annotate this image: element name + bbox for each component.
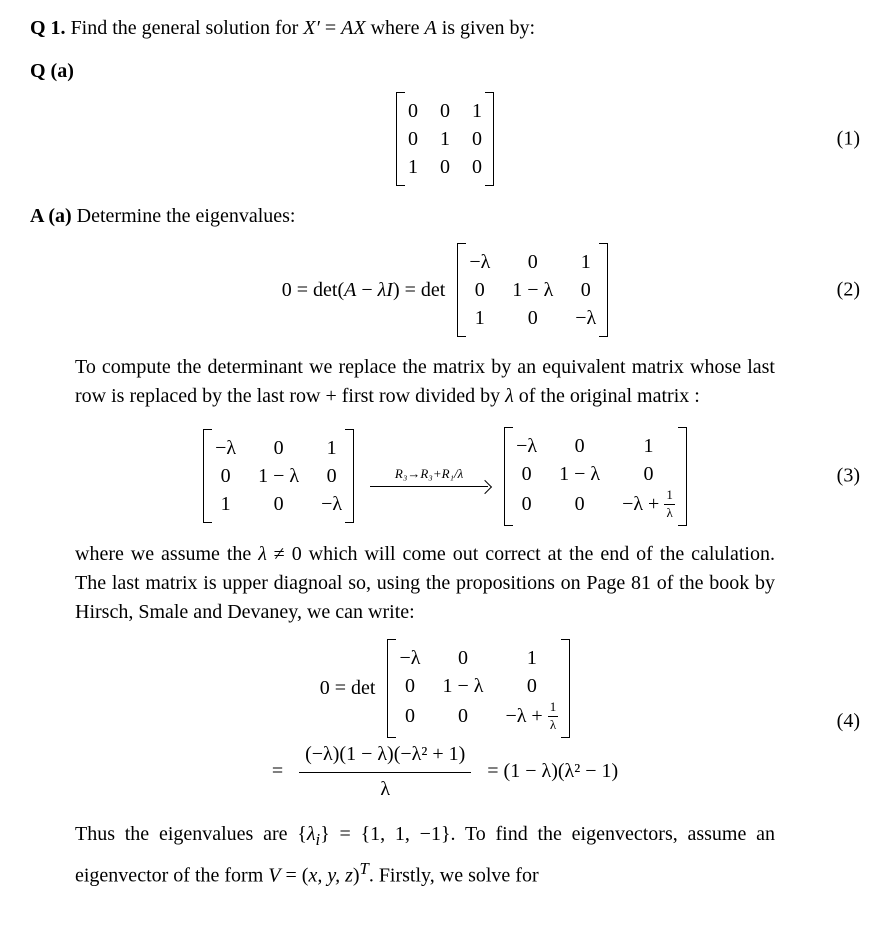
math-a: A — [344, 278, 357, 301]
matrix-cell: 1 − λ — [512, 279, 554, 301]
matrix-cell: 0 — [273, 493, 284, 516]
equation-4-rhs: = (1 − λ)(λ² − 1) — [487, 760, 619, 783]
minus-sign: − — [356, 278, 378, 301]
matrix-cell: 0 — [408, 128, 418, 150]
matrix-cell: 0 — [574, 493, 585, 516]
matrix-cell: 0 — [526, 674, 537, 697]
matrix-cell: 0 — [273, 437, 284, 460]
question-1-text: Find the general solution for — [65, 17, 304, 39]
equation-number: (4) — [836, 709, 860, 732]
row-operation-label: R₃→R₃+R₁/λ — [394, 466, 464, 482]
matrix-cell: 1 − λ — [442, 674, 484, 697]
equation-4-line1 — [30, 639, 860, 738]
matrix-cell — [505, 700, 558, 733]
paragraph-text-4: ) — [352, 864, 360, 887]
matrix-cell: 0 — [472, 128, 482, 150]
question-1-text-3: is given by: — [436, 17, 536, 39]
display-fraction — [299, 740, 471, 804]
equation-4-line2 — [30, 740, 860, 804]
matrix-cell: −λ — [516, 435, 538, 457]
math-v: V — [268, 864, 281, 887]
det-expression: 0 = det( — [281, 278, 345, 301]
question-a-label: Q (a) — [30, 60, 74, 82]
equals-sign: = — [319, 17, 342, 39]
matrix-cell: −λ — [469, 251, 491, 273]
answer-a-heading — [30, 202, 860, 231]
matrix-cell: 0 — [404, 674, 415, 697]
paragraph-text: where we assume the — [75, 542, 259, 565]
matrix-cell: 1 − λ — [559, 463, 601, 485]
cell-term: −λ + — [622, 493, 660, 516]
matrix-before-row-op — [203, 429, 354, 523]
question-1-heading — [30, 14, 860, 43]
paragraph-text-2: ≠ 0 which will come out correct at the end of the calulation. The last matrix is upper diagnoal so, using the propositions on Page 81 of the book by Hirsch, Smale and Devaney, we can write: — [75, 542, 775, 623]
math-ax: AX — [341, 17, 366, 39]
matrix-cell: −λ — [321, 493, 343, 516]
upper-diagonal-matrix — [387, 639, 570, 738]
paragraph-text: To compute the determinant we replace the matrix by an equivalent matrix whose last row is replaced by the last row + first row divided by — [75, 356, 775, 407]
math-lambda-i: λI — [377, 278, 393, 301]
matrix-cell: 0 — [326, 465, 337, 488]
matrix-cell: 0 — [457, 646, 468, 669]
matrix-cell: 0 — [404, 705, 415, 728]
matrix-cell: 1 — [643, 435, 654, 457]
matrix-cell: 1 — [526, 646, 537, 669]
matrix-cell: 1 − λ — [258, 465, 300, 488]
matrix-cell: 1 — [580, 251, 591, 273]
equation-number: (2) — [836, 278, 860, 301]
fraction-numerator: (−λ)(1 − λ)(−λ² + 1) — [299, 740, 471, 773]
math-x-prime: X′ — [303, 17, 320, 39]
equation-2 — [30, 243, 860, 337]
matrix-cell: 0 — [574, 435, 585, 457]
paragraph-text-2: of the original matrix : — [513, 385, 700, 407]
paragraph-assumption — [75, 540, 775, 627]
answer-a-text: Determine the eigenvalues: — [71, 205, 296, 227]
math-lambda: λ — [306, 822, 316, 845]
math-lambda: λ — [505, 385, 514, 407]
matrix-cell: 0 — [474, 279, 485, 301]
matrix-cell: 1 — [326, 437, 337, 460]
fraction-denominator: λ — [549, 716, 557, 732]
matrix-cell — [622, 488, 675, 521]
matrix-cell: 0 — [220, 465, 231, 488]
cell-term: −λ + — [505, 705, 543, 728]
equation-number: (1) — [836, 127, 860, 150]
matrix-a — [396, 92, 494, 186]
subscript-i: i — [315, 829, 321, 849]
math-a: A — [424, 17, 437, 39]
fraction-denominator: λ — [380, 777, 391, 800]
row-operation-arrow — [370, 466, 488, 487]
matrix-cell: 0 — [580, 279, 591, 301]
matrix-cell: 1 — [474, 307, 485, 329]
matrix-cell: 0 — [408, 100, 418, 122]
inline-fraction — [548, 700, 559, 733]
question-1-label: Q 1. — [30, 17, 66, 39]
matrix-cell: 0 — [527, 251, 538, 273]
paragraph-text-2: } = {1, 1, −1}. To find the eigenvectors, assume an eigenvector of the form — [75, 822, 775, 887]
matrix-cell: 1 — [408, 156, 418, 178]
matrix-cell: −λ — [575, 307, 597, 329]
matrix-cell: 0 — [643, 463, 654, 485]
equation-4-lhs: 0 = det — [319, 676, 376, 699]
equals-sign: = — [271, 760, 284, 783]
equation-3 — [30, 427, 860, 526]
inline-fraction — [664, 488, 675, 521]
question-1-text-2: where — [365, 17, 425, 39]
paragraph-text-3: = ( — [280, 864, 309, 887]
equation-2-lhs — [282, 276, 446, 305]
matrix-after-row-op — [504, 427, 687, 526]
fraction-numerator: 1 — [664, 488, 675, 505]
matrix-cell: −λ — [215, 437, 237, 460]
matrix-cell: 0 — [457, 705, 468, 728]
matrix-cell: 0 — [521, 463, 532, 485]
matrix-cell: 1 — [472, 100, 482, 122]
matrix-cell: 0 — [472, 156, 482, 178]
math-xyz: x, y, z — [308, 864, 353, 887]
math-lambda: λ — [258, 542, 267, 565]
fraction-denominator: λ — [666, 504, 673, 520]
matrix-cell: 0 — [440, 156, 450, 178]
right-arrow-icon — [370, 486, 488, 487]
matrix-cell: 0 — [521, 493, 532, 516]
matrix-cell: 0 — [527, 307, 538, 329]
equation-number: (3) — [836, 464, 860, 487]
det-expression-2: ) = det — [392, 278, 446, 301]
paragraph-eigenvalues-result — [75, 820, 775, 891]
paragraph-text-5: . Firstly, we solve for — [368, 864, 539, 887]
superscript-t: T — [359, 858, 369, 878]
matrix-cell: 1 — [220, 493, 231, 516]
matrix-cell: −λ — [399, 646, 421, 669]
paragraph-text: Thus the eigenvalues are { — [75, 822, 307, 845]
fraction-numerator: 1 — [548, 700, 559, 717]
equation-1 — [30, 92, 860, 186]
matrix-cell: 1 — [440, 128, 450, 150]
matrix-a-minus-lambda-i — [457, 243, 608, 337]
paragraph-determinant-explanation — [75, 353, 775, 411]
answer-a-label: A (a) — [30, 205, 72, 227]
matrix-cell: 0 — [440, 100, 450, 122]
